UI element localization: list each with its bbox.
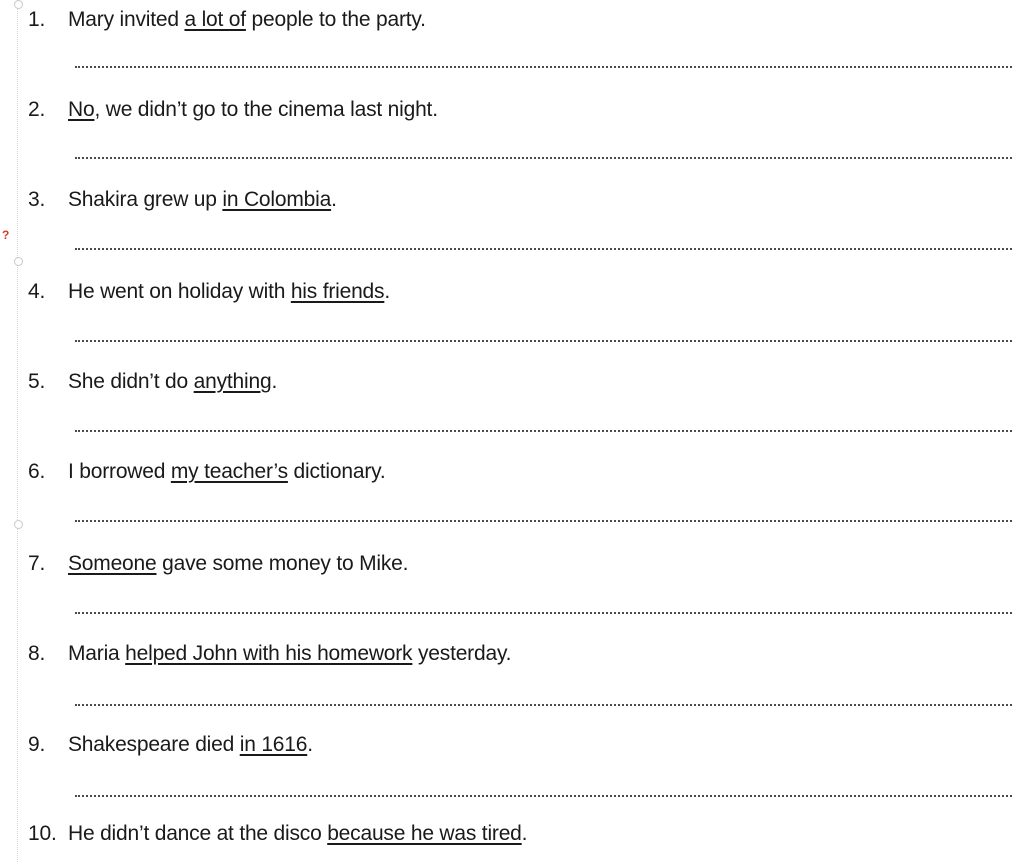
exercise-number: 2.: [28, 98, 46, 121]
exercise-sentence: [28, 814, 527, 854]
underlined-phrase: in Colombia: [222, 188, 332, 211]
answer-line[interactable]: [75, 520, 1012, 522]
exercise-number: 8.: [28, 642, 46, 665]
sentence-text: He didn’t dance at the disco: [68, 822, 328, 845]
exercise-item: [0, 0, 1024, 90]
exercise-sentence: [28, 544, 408, 584]
exercise-number: 5.: [28, 370, 46, 393]
exercise-item: [0, 725, 1024, 815]
sentence-text: .: [307, 733, 313, 756]
underlined-phrase: a lot of: [184, 8, 246, 31]
answer-line[interactable]: [75, 430, 1012, 432]
exercise-number: 3.: [28, 188, 46, 211]
underlined-phrase: my teacher’s: [170, 460, 288, 483]
sentence-text: Maria: [68, 642, 126, 665]
exercise-number: 10.: [28, 822, 57, 845]
sentence-text: Mary invited: [68, 8, 185, 31]
answer-line[interactable]: [75, 66, 1012, 68]
exercise-item: [0, 814, 1024, 862]
exercise-sentence: [28, 362, 277, 402]
exercise-number: 4.: [28, 280, 46, 303]
exercise-sentence: [28, 634, 511, 674]
sentence-text: .: [384, 280, 390, 303]
margin-mark: ?: [2, 228, 10, 242]
sentence-text: .: [271, 370, 278, 393]
exercise-item: [0, 90, 1024, 180]
sentence-text: Shakespeare died: [68, 733, 240, 756]
underlined-phrase: No: [68, 98, 95, 121]
answer-line[interactable]: [75, 157, 1012, 159]
exercise-item: [0, 634, 1024, 724]
sentence-text: He went on holiday with: [68, 280, 291, 303]
exercise-sentence: [28, 180, 337, 220]
answer-line[interactable]: [75, 795, 1012, 797]
exercise-item: [0, 544, 1024, 634]
answer-line[interactable]: [75, 340, 1012, 342]
sentence-text: She didn’t do: [68, 370, 194, 393]
exercise-sentence: [28, 90, 438, 130]
sentence-text: , we didn’t go to the cinema last night.: [94, 98, 438, 121]
exercise-number: 7.: [28, 552, 46, 575]
answer-line[interactable]: [75, 248, 1012, 250]
underlined-phrase: because he was tired: [327, 822, 522, 845]
sentence-text: dictionary.: [287, 460, 386, 483]
exercise-item: [0, 180, 1024, 270]
sentence-text: Shakira grew up: [68, 188, 223, 211]
sentence-text: people to the party.: [245, 8, 426, 31]
underlined-phrase: Someone: [68, 552, 157, 575]
underlined-phrase: in 1616: [239, 733, 308, 756]
exercise-number: 9.: [28, 733, 46, 756]
underlined-phrase: helped John with his homework: [125, 642, 413, 665]
answer-line[interactable]: [75, 612, 1012, 614]
sentence-text: .: [521, 822, 528, 845]
exercise-item: [0, 272, 1024, 362]
exercise-number: 1.: [28, 8, 46, 31]
exercise-sentence: [28, 272, 390, 312]
sentence-text: gave some money to Mike.: [156, 552, 409, 575]
answer-line[interactable]: [75, 704, 1012, 706]
exercise-sentence: [28, 0, 426, 40]
exercise-sentence: [28, 452, 386, 492]
exercise-sentence: [28, 725, 313, 765]
sentence-text: I borrowed: [68, 460, 171, 483]
sentence-text: yesterday.: [412, 642, 512, 665]
exercise-item: [0, 362, 1024, 452]
sentence-text: .: [331, 188, 337, 211]
exercise-number: 6.: [28, 460, 46, 483]
exercise-item: [0, 452, 1024, 542]
underlined-phrase: his friends: [290, 280, 385, 303]
underlined-phrase: anything: [193, 370, 272, 393]
